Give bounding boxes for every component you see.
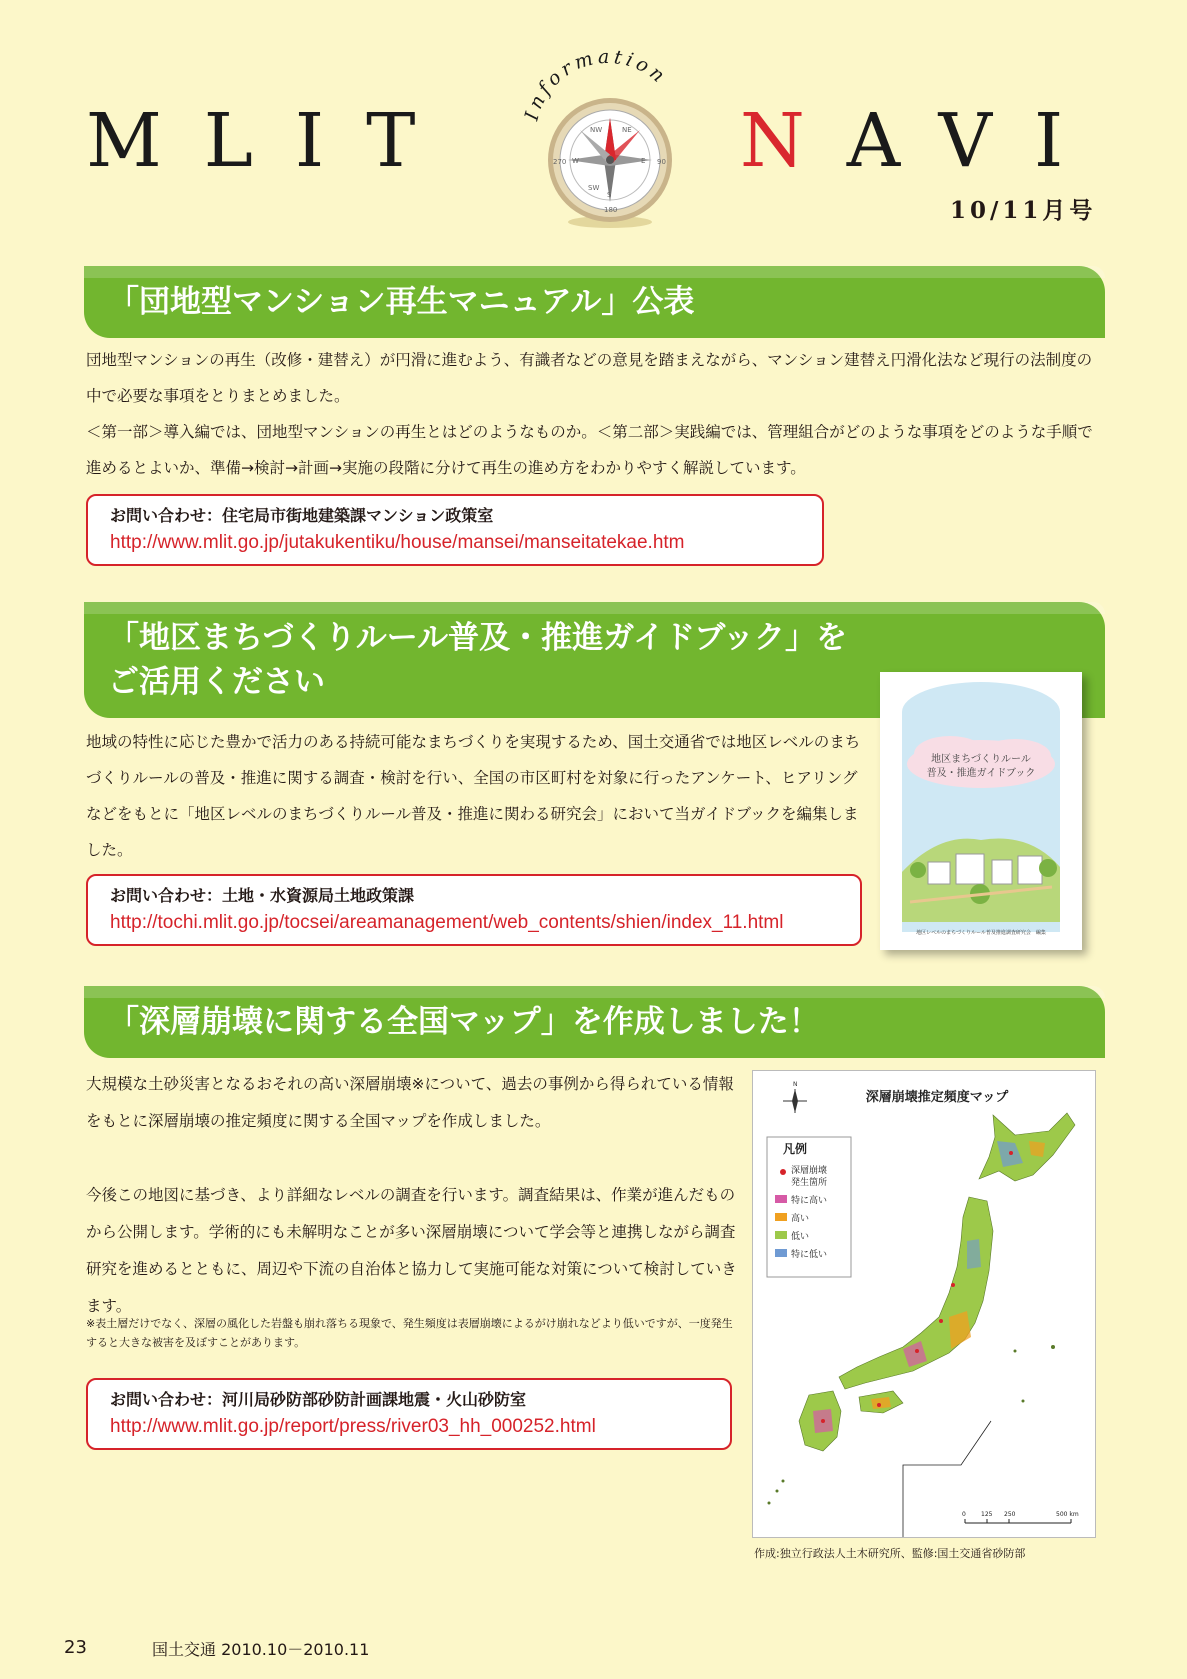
guidebook-cover <box>880 672 1082 950</box>
section-2-contact-box <box>86 874 862 946</box>
compass-mark-e: E <box>641 157 646 165</box>
section-1-paragraph-1: 団地型マンションの再生（改修・建替え）が円滑に進むよう、有識者などの意見を踏まえながら、マンション建替え円滑化法など現行の法制度の中で必要な事項をとりまとめました。 <box>86 351 1093 405</box>
map-scale-125: 125 <box>981 1511 993 1518</box>
guidebook-title-line-2: 普及・推進ガイドブック <box>926 768 1036 779</box>
section-1-contact-box <box>86 494 824 566</box>
masthead-mlit: MLIT <box>86 98 458 184</box>
map-legend-title: 凡例 <box>783 1142 808 1156</box>
hazard-map <box>752 1070 1096 1538</box>
section-2-contact-link[interactable]: http://tochi.mlit.go.jp/tocsei/areamanagement/web_contents/shien/index_11.html <box>110 912 784 933</box>
guidebook-title-line-1: 地区まちづくりルール <box>931 754 1031 765</box>
map-compass-icon <box>783 1081 807 1113</box>
masthead-navi-rest: AVI <box>846 98 1106 184</box>
compass-mark-ne: NE <box>622 126 632 134</box>
compass-word: Information <box>520 45 672 123</box>
guidebook-footer: 地区レベルのまちづくりルール普及推進調査研究会 編集 <box>916 930 1046 936</box>
publication-info: 国土交通 2010.10－2010.11 <box>152 1640 370 1659</box>
section-1-paragraph-2: ＜第一部＞導入編では、団地型マンションの再生とはどのようなものか。＜第二部＞実践編では、管理組合がどのような事項をどのような手順で進めるとよいか、準備→検討→計画→実施の段階に分けて再生の進め方をわかりやすく解説しています。 <box>86 423 1093 477</box>
section-1-title: 「団地型マンション再生マニュアル」公表 <box>108 284 695 320</box>
map-legend-point-1: 深層崩壊 <box>791 1166 828 1176</box>
compass-icon <box>518 40 698 230</box>
compass-mark-w: W <box>572 157 579 165</box>
masthead-navi <box>740 98 1106 184</box>
section-2-title-line-1: 「地区まちづくりルール普及・推進ガイドブック」を <box>108 620 848 656</box>
section-1-contact-label: お問い合わせ：住宅局市街地建築課マンション政策室 <box>110 506 494 525</box>
section-2-paragraph: 地域の特性に応じた豊かで活力のある持続可能なまちづくりを実現するため、国土交通省では地区レベルのまちづくりルールの普及・推進に関する調査・検討を行い、全国の市区町村を対象に行ったアンケート、ヒアリングなどをもとに「地区レベルのまちづくりルール普及・推進に関わる研究会」において当ガイドブックを編集しました。 <box>86 733 861 859</box>
section-3-title: 「深層崩壊に関する全国マップ」を作成しました！ <box>108 1004 820 1040</box>
section-3-paragraph-2: 今後この地図に基づき、より詳細なレベルの調査を行います。調査結果は、作業が進んだものから公開します。学術的にも未解明なことが多い深層崩壊について学会等と連携しながら調査研究を進めるとともに、周辺や下流の自治体と協力して実施可能な対策について検討していきます。 <box>86 1186 737 1315</box>
map-scale-250: 250 <box>1004 1511 1016 1518</box>
masthead-navi-n: N <box>740 98 847 184</box>
section-3-paragraph-1: 大規模な土砂災害となるおそれの高い深層崩壊※について、過去の事例から得られている情報をもとに深層崩壊の推定頻度に関する全国マップを作成しました。 <box>86 1075 734 1130</box>
section-3-contact-label: お問い合わせ：河川局砂防部砂防計画課地震・火山砂防室 <box>110 1390 527 1409</box>
map-title: 深層崩壊推定頻度マップ <box>865 1090 1009 1105</box>
map-legend-label-2: 高い <box>791 1214 810 1224</box>
map-legend-label-4: 特に低い <box>791 1250 828 1260</box>
compass-mark-nw: NW <box>590 126 603 134</box>
section-1-banner <box>84 266 1105 338</box>
compass-deg-180: 180 <box>604 206 618 214</box>
map-scale-0: 0 <box>962 1511 966 1518</box>
section-3-footnote: ※表土層だけでなく、深層の風化した岩盤も崩れ落ちる現象で、発生頻度は表層崩壊によるがけ崩れなどより低いですが、一度発生すると大きな被害を及ぼすことがあります。 <box>86 1317 733 1349</box>
section-1-contact-link[interactable]: http://www.mlit.go.jp/jutakukentiku/house/mansei/manseitatekae.htm <box>110 532 685 553</box>
compass-deg-270: 270 <box>553 158 567 166</box>
section-3-contact-box <box>86 1378 732 1450</box>
section-2-contact-label: お問い合わせ：土地・水資源局土地政策課 <box>110 886 415 905</box>
compass-mark-s: S <box>607 191 612 199</box>
map-scale-500: 500 km <box>1056 1511 1079 1518</box>
map-legend-label-3: 低い <box>791 1232 810 1242</box>
section-3-banner <box>84 986 1105 1058</box>
map-hokkaido <box>979 1113 1075 1181</box>
map-compass-n: N <box>793 1081 798 1088</box>
compass-deg-90: 90 <box>657 158 666 166</box>
japan-map-illustration <box>753 1071 1095 1537</box>
map-legend-label-1: 特に高い <box>791 1196 828 1206</box>
guidebook-illustration <box>880 672 1082 950</box>
section-2-title-line-2: ご活用ください <box>108 664 325 700</box>
map-legend-point-2: 発生箇所 <box>791 1178 828 1188</box>
section-3-contact-link[interactable]: http://www.mlit.go.jp/report/press/river03_hh_000252.html <box>110 1416 596 1437</box>
map-credit: 作成:独立行政法人土木研究所、監修:国土交通省砂防部 <box>754 1547 1026 1560</box>
page-number: 23 <box>64 1637 87 1658</box>
issue-label: 10/11月号 <box>950 197 1097 224</box>
compass-mark-sw: SW <box>588 184 600 192</box>
